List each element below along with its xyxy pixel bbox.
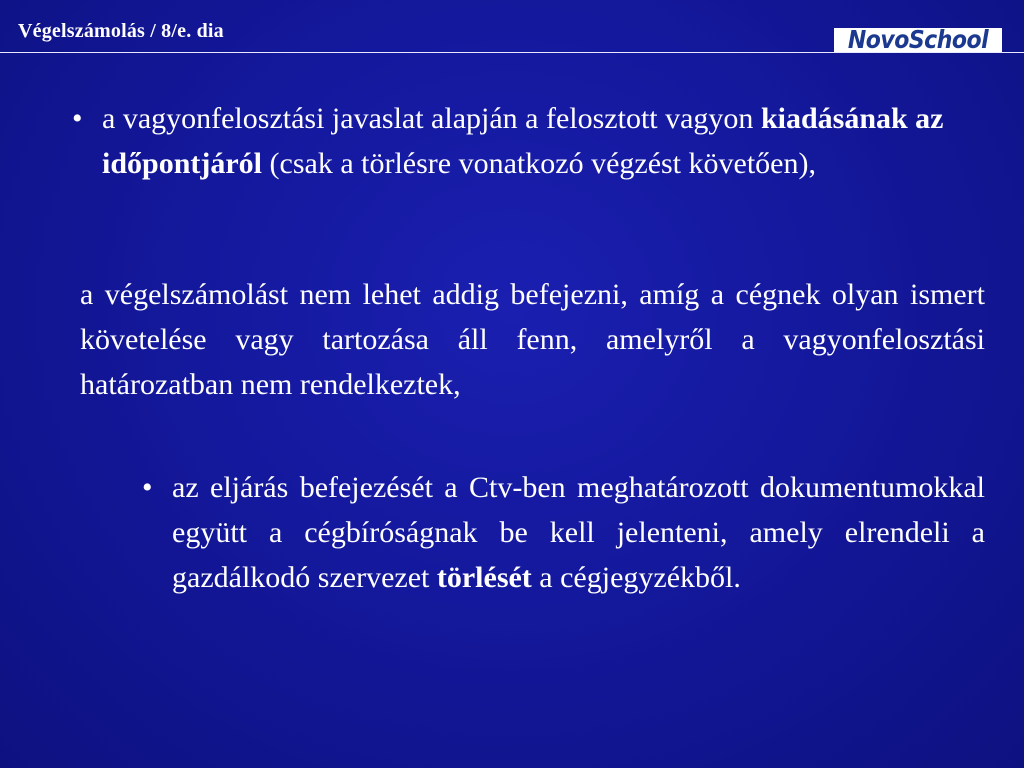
bullet-item-2	[142, 465, 985, 600]
bullet-2-text-before: az eljárás befejezését a Ctv-ben meghatározott dokumentumokkal együtt a cégbíróságnak be kell jelenteni, amely elrendeli a gazdálkodó szervezet	[172, 471, 985, 594]
bullet-dot-icon: •	[72, 102, 83, 135]
logo-text: NovoSchool	[847, 25, 989, 55]
paragraph-text: a végelszámolást nem lehet addig befejezni, amíg a cégnek olyan ismert követelése vagy tartozása áll fenn, amelyről a vagyonfelosztási határozatban nem rendelkeztek,	[80, 278, 985, 401]
bullet-1-text-before: a vagyonfelosztási javaslat alapján a felosztott vagyon	[102, 102, 761, 135]
bullet-2-bold-text: törlését	[436, 561, 532, 594]
slide-header-title: Végelszámolás / 8/e. dia	[18, 20, 224, 42]
bullet-1-text-after: (csak a törlésre vonatkozó végzést követően),	[262, 147, 816, 180]
bullet-item-1	[72, 96, 982, 186]
bullet-2-text-after: a cégjegyzékből.	[531, 561, 741, 594]
bullet-1-bold-text: kiadásának az időpontjáról	[102, 102, 944, 180]
bullet-dot-icon: •	[142, 471, 153, 504]
